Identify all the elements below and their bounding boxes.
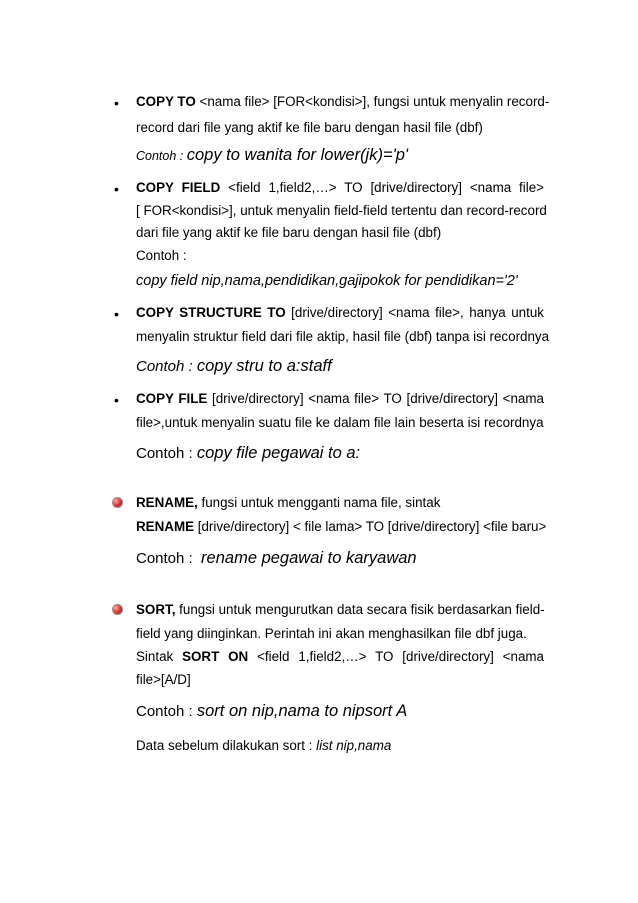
example-label: Contoh : — [136, 149, 187, 163]
example-code: copy to wanita for lower(jk)='p' — [186, 146, 409, 164]
sort-on-keyword: SORT ON — [182, 649, 249, 664]
example-code: sort on nip,nama to nipsort A — [196, 702, 408, 720]
copy-to-keyword: COPY TO — [136, 94, 196, 109]
rename-line-1 — [136, 495, 544, 511]
rename-keyword: RENAME, — [136, 495, 198, 510]
copy-field-line-2: [ FOR<kondisi>], untuk menyalin field-field tertentu dan record-record — [136, 203, 547, 218]
copy-structure-text: [drive/directory] <nama file>, hanya untuk — [285, 305, 544, 320]
rename-syntax: [drive/directory] < file lama> TO [drive/directory] <file baru> — [194, 519, 547, 534]
sort-keyword: SORT, — [136, 602, 176, 617]
bullet-dot: • — [114, 392, 119, 408]
copy-file-keyword: COPY FILE — [136, 391, 208, 406]
example-code: copy file pegawai to a: — [196, 444, 361, 462]
sort-line-3 — [136, 649, 544, 665]
sort-syntax-prefix: Sintak — [136, 649, 183, 664]
copy-structure-example — [136, 357, 332, 376]
copy-to-line-1 — [136, 94, 550, 110]
example-label: Contoh : — [136, 358, 197, 375]
sort-line-2: field yang diinginkan. Perintah ini akan menghasilkan file dbf juga. — [136, 626, 527, 641]
copy-field-line-3: dari file yang aktif ke file baru dengan hasil file (dbf) — [136, 225, 442, 240]
rename-line-2 — [136, 519, 547, 535]
copy-field-example-code: copy field nip,nama,pendidikan,gajipokok for pendidikan='2' — [136, 273, 518, 289]
sort-line-4: file>[A/D] — [136, 672, 191, 687]
copy-structure-line-1 — [136, 305, 544, 321]
copy-field-text: <field 1,field2,…> TO [drive/directory] <nama file> — [220, 180, 544, 195]
copy-field-line-1 — [136, 180, 544, 196]
sort-example — [136, 702, 407, 721]
data-label: Data sebelum dilakukan sort : — [136, 738, 317, 753]
copy-file-text: [drive/directory] <nama file> TO [drive/directory] <nama — [207, 391, 544, 406]
sort-data-line — [136, 738, 544, 754]
copy-file-line-1 — [136, 391, 544, 407]
example-label: Contoh : — [136, 445, 197, 462]
copy-file-line-2: file>,untuk menyalin suatu file ke dalam file lain beserta isi recordnya — [136, 415, 544, 430]
copy-to-text: <nama file> [FOR<kondisi>], fungsi untuk menyalin record- — [195, 94, 550, 109]
copy-structure-line-2: menyalin struktur field dari file aktip, hasil file (dbf) tanpa isi recordnya — [136, 329, 550, 344]
bullet-dot: • — [114, 181, 119, 197]
data-code: list nip,nama — [316, 738, 392, 753]
example-code: rename pegawai to karyawan — [201, 549, 417, 567]
rename-keyword-2: RENAME — [136, 519, 195, 534]
copy-to-line-2: record dari file yang aktif ke file baru dengan hasil file (dbf) — [136, 120, 483, 135]
example-label: Contoh : — [136, 550, 202, 567]
copy-field-example-label: Contoh : — [136, 248, 187, 263]
rename-example — [136, 549, 417, 568]
copy-to-example — [136, 146, 408, 165]
sort-line-1 — [136, 602, 544, 618]
copy-field-keyword: COPY FIELD — [136, 180, 221, 195]
copy-file-example — [136, 444, 360, 463]
bullet-dot: • — [114, 95, 119, 111]
sort-text: fungsi untuk mengurutkan data secara fisik berdasarkan field- — [175, 602, 545, 617]
example-label: Contoh : — [136, 703, 197, 720]
bullet-dot: • — [114, 306, 119, 322]
sort-syntax: <field 1,field2,…> TO [drive/directory] <nama — [248, 649, 544, 664]
rename-text: fungsi untuk mengganti nama file, sintak — [197, 495, 441, 510]
red-bullet-icon — [112, 497, 123, 508]
red-bullet-icon — [112, 604, 123, 615]
example-code: copy stru to a:staff — [196, 357, 332, 375]
copy-structure-keyword: COPY STRUCTURE TO — [136, 305, 286, 320]
